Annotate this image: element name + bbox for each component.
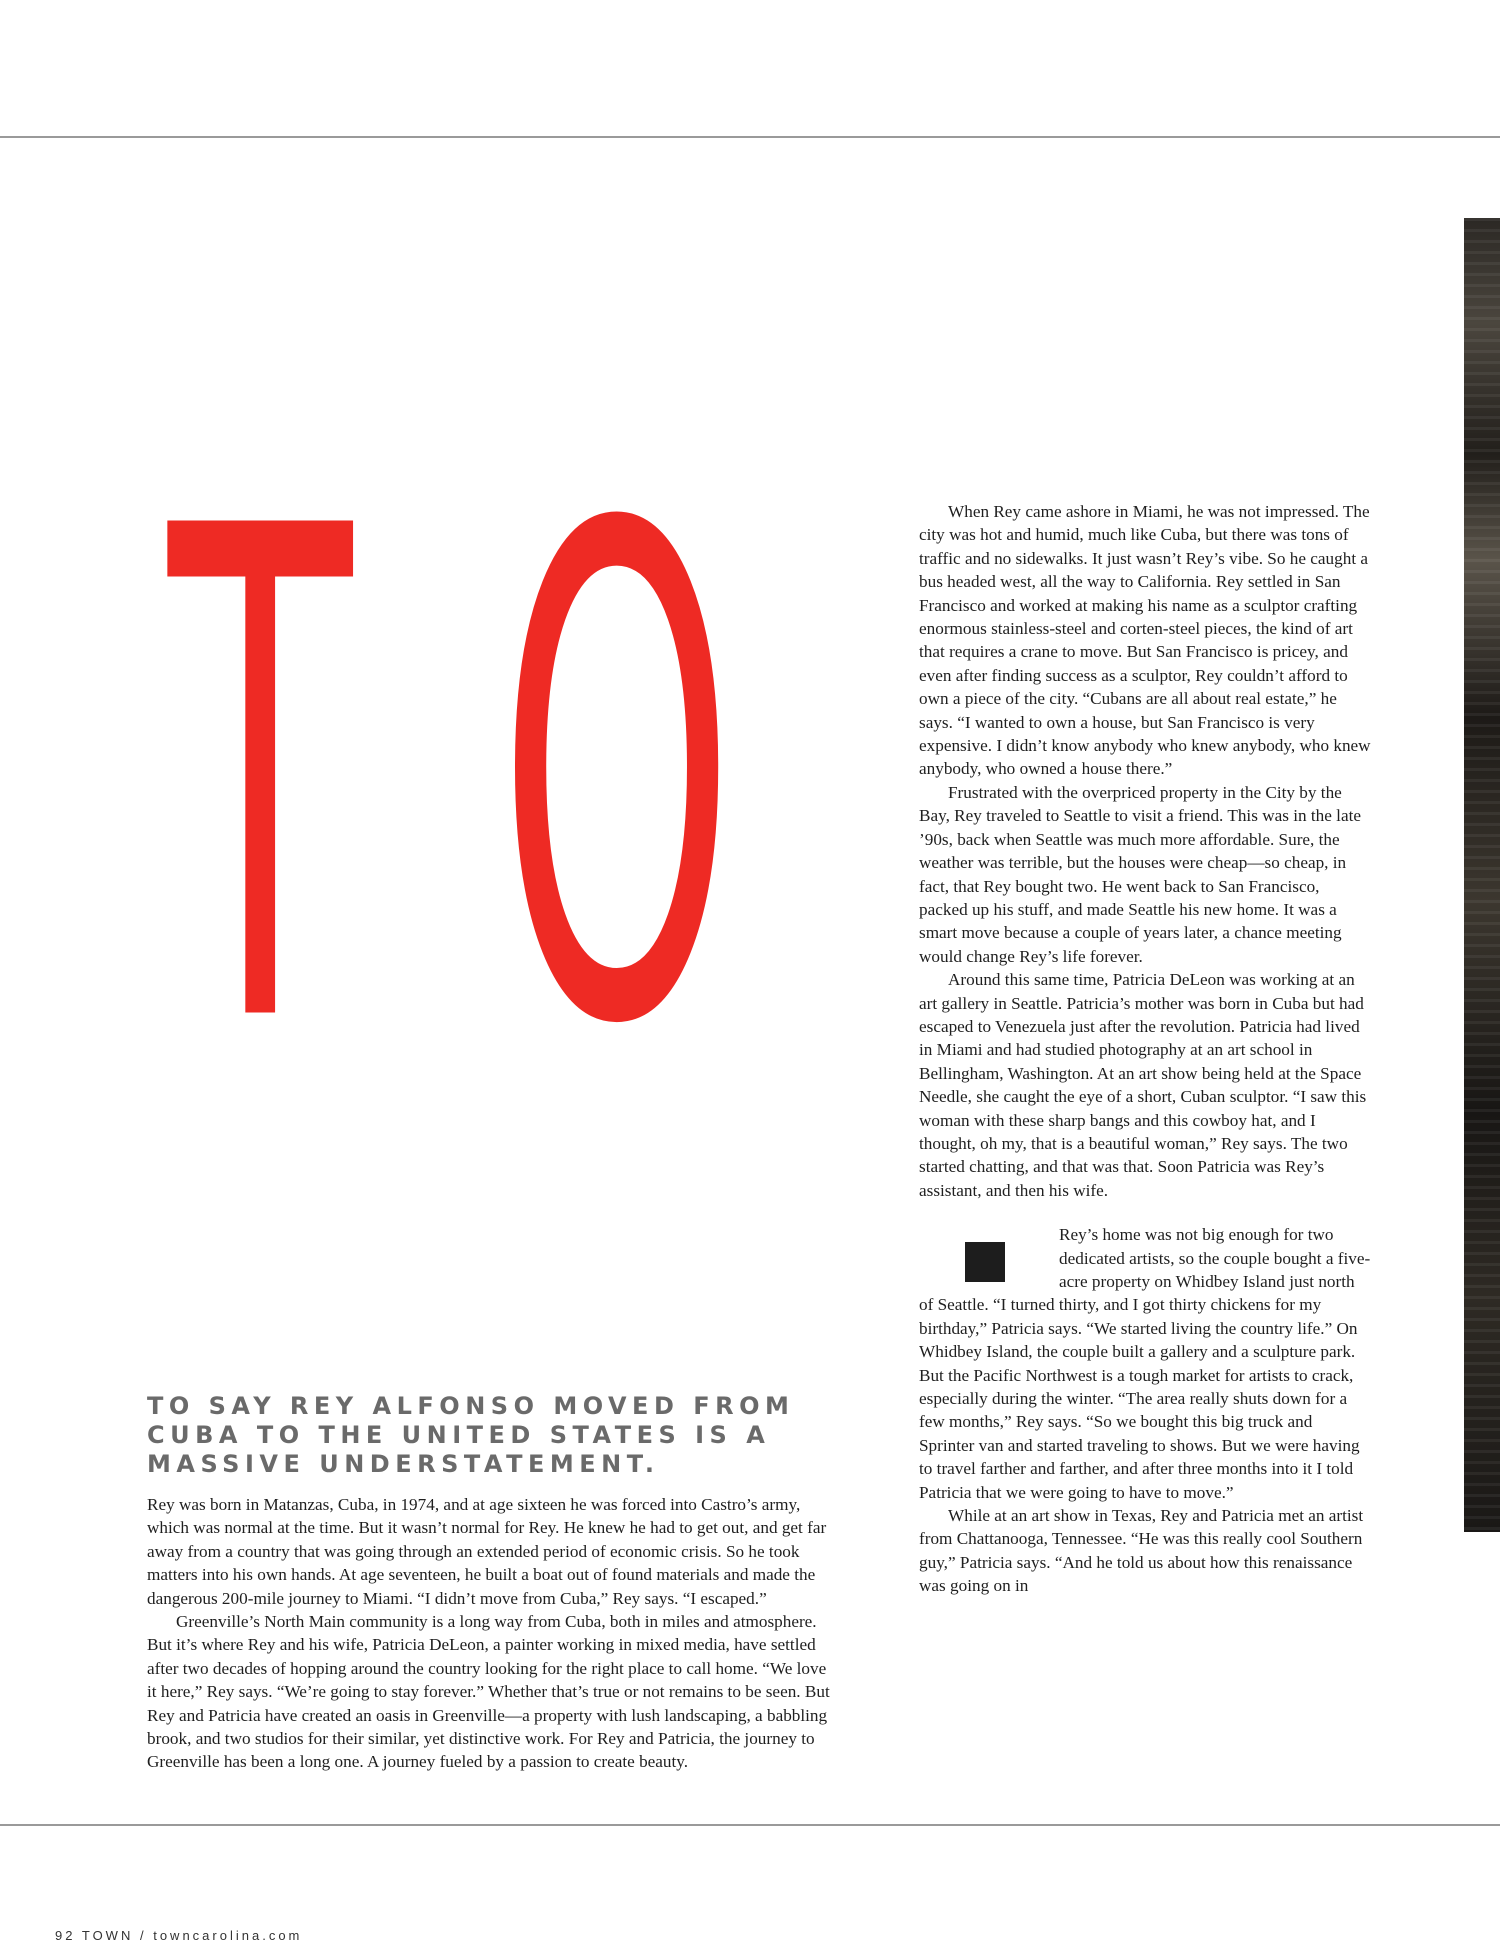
left-column xyxy=(147,1392,837,1774)
page-folio xyxy=(55,1928,302,1943)
body-paragraph: When Rey came ashore in Miami, he was not impressed. The city was hot and humid, much like Cuba, but there was tons of traffic and no sidewalks. It just wasn’t Rey’s vibe. So he caught a bus headed west, all the way to California. Rey settled in San Francisco and worked at making his name as a sculptor crafting enormous stainless-steel and corten-steel pieces, the kind of art that requires a crane to move. But San Francisco is pricey, and even after finding success as a sculptor, Rey couldn’t afford to own a piece of the city. “Cubans are all about real estate,” he says. “I wanted to own a house, but San Francisco is very expensive. I didn’t know anybody who knew anybody, who knew anybody, who owned a house there.” xyxy=(919,502,1371,779)
body-paragraph: Frustrated with the overpriced property in the City by the Bay, Rey traveled to Seattle to visit a friend. This was in the late ’90s, back when Seattle was much more affordable. Sure, the weather was terrible, but the houses were cheap—so cheap, in fact, that Rey bought two. He went back to San Francisco, packed up his stuff, and made Seattle his new home. It was a smart move because a couple of years later, a chance meeting would change Rey’s life forever. xyxy=(919,782,1361,966)
magazine-name: TOWN xyxy=(81,1928,134,1943)
page-number: 92 xyxy=(55,1928,76,1943)
drop-headline xyxy=(168,385,736,1173)
article-deck: TO SAY REY ALFONSO MOVED FROM CUBA TO THE UNITED STATES IS A MASSIVE UNDERSTATEMENT. xyxy=(147,1392,795,1478)
headline-letter-t: T xyxy=(168,385,352,1173)
headline-svg xyxy=(168,385,736,1173)
folio-separator: / xyxy=(139,1928,147,1943)
body-paragraph: Rey was born in Matanzas, Cuba, in 1974, and at age sixteen he was forced into Castro’s army, which was normal at the time. But it wasn’t normal for Rey. He knew he had to get out, and get far away from a country that was going through an extended period of economic crisis. So he took matters into his own hands. At age seventeen, he built a boat out of found materials and made the dangerous 200-mile journey to Miami. “I didn’t move from Cuba,” Rey says. “I escaped.” xyxy=(147,1495,827,1608)
body-paragraph: Around this same time, Patricia DeLeon was working at an art gallery in Seattle. Patricia’s mother was born in Cuba but had escaped to Venezuela just after the revolution. Patricia had lived in Miami and had studied photography at an art school in Bellingham, Washington. At an art show being held at the Space Needle, she caught the eye of a short, Cuban sculptor. “I saw this woman with these sharp bangs and this cowboy hat, and I thought, oh my, that is a beautiful woman,” Rey says. The two started chatting, and that was that. Soon Patricia was Rey’s assistant, and then his wife. xyxy=(919,970,1367,1200)
body-paragraph: Greenville’s North Main community is a long way from Cuba, both in miles and atmosphere. But it’s where Rey and his wife, Patricia DeLeon, a painter working in mixed media, have settled after two decades of hopping around the country looking for the right place to call home. “We love it here,” Rey says. “We’re going to stay forever.” Whether that’s true or not remains to be seen. But Rey and Patricia have created an oasis in Greenville—a property with lush landscaping, a babbling brook, and two studios for their similar, yet distinctive work. For Rey and Patricia, the journey to Greenville has been a long one. A journey fueled by a passion to create beauty. xyxy=(147,1612,830,1772)
top-rule xyxy=(0,136,1500,138)
headline-letter-o: O xyxy=(498,385,736,1173)
photo-edge xyxy=(1464,218,1500,1532)
body-paragraph: While at an art show in Texas, Rey and Patricia met an artist from Chattanooga, Tennessee. “He was this really cool Southern guy,” Patricia says. “And he told us about how this renaissance was going on in xyxy=(919,1506,1364,1596)
section-paragraph-text: Rey’s home was not big enough for two dedicated artists, so the couple bought a five-acre property on Whidbey Island just north of Seattle. “I turned thirty, and I got thirty chickens for my birthday,” Patricia says. “We started living the country life.” On Whidbey Island, the couple built a gallery and a sculpture park. But the Pacific Northwest is a tough market for artists to crack, especially during the winter. “The area really shuts down for a few months,” Rey says. “So we bought this big truck and Sprinter van and started traveling to shows. But we were having to travel farther and farther, and after three months into it I told Patricia that we were going to have to move.” xyxy=(919,1225,1371,1502)
section-paragraph xyxy=(919,1223,1371,1504)
website-link[interactable]: towncarolina.com xyxy=(153,1928,303,1943)
right-column xyxy=(919,500,1371,1598)
section-marker-square xyxy=(965,1242,1005,1282)
bottom-rule xyxy=(0,1824,1500,1826)
